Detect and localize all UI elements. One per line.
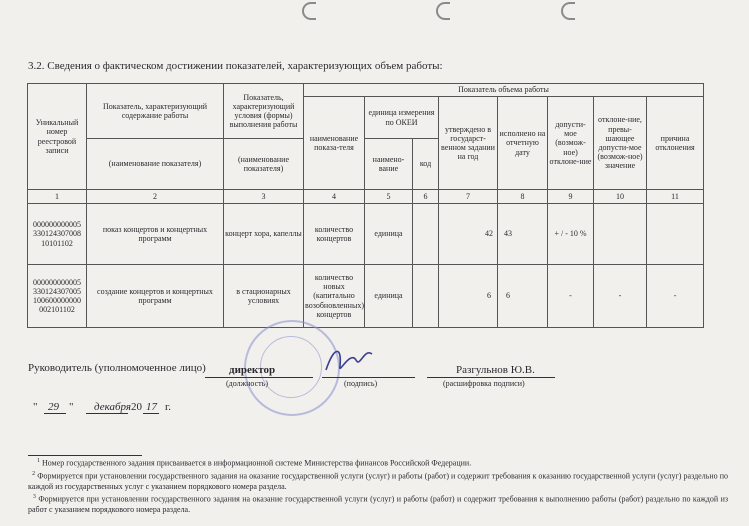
signature-caption: (подпись) — [344, 379, 378, 388]
cell-unique-number: 000000000005 330124307008 10101102 — [28, 204, 87, 265]
date-suffix: г. — [165, 401, 172, 413]
header-volume-group: Показатель объема работы — [304, 84, 704, 97]
table-row — [28, 204, 704, 265]
cell-code — [413, 204, 439, 265]
column-number: 3 — [224, 190, 304, 204]
header-indicator-name: наименование показа-теля — [304, 97, 365, 190]
column-number: 9 — [548, 190, 594, 204]
footnote: $^1$ Номер государственного задания присваивается в информационной системе Министерства финансов Российской Федерации. — [37, 458, 472, 468]
cell-allowed: + / - 10 % — [548, 204, 594, 265]
column-number: 10 — [594, 190, 647, 204]
name-value: Разгульнов Ю.В. — [456, 364, 535, 376]
date-day: 29 — [48, 401, 59, 413]
header-approved: утверждено в государст-венном задании на год — [439, 97, 498, 190]
header-conditions-indicator: Показатель, характеризующий условия (формы) выполнения работы — [224, 84, 304, 139]
column-number: 4 — [304, 190, 365, 204]
cell-approved: 42 — [439, 204, 498, 265]
binder-hole — [436, 2, 450, 20]
table-row — [28, 265, 704, 328]
column-number: 5 — [365, 190, 413, 204]
cell-conditions: в стационарных условиях — [224, 265, 304, 328]
cell-reason: - — [647, 265, 704, 328]
cell-indicator-name: количество концертов — [304, 204, 365, 265]
cell-exceeding: - — [594, 265, 647, 328]
binder-hole — [561, 2, 575, 20]
cell-conditions: концерт хора, капеллы — [224, 204, 304, 265]
header-exceeding-deviation: отклоне-ние, превы-шающее допусти-мое (возмож-ное) значение — [594, 97, 647, 190]
cell-approved: 6 — [439, 265, 498, 328]
volume-indicators-table — [27, 83, 704, 328]
cell-unit: единица — [365, 265, 413, 328]
date-quote-close: " — [69, 401, 74, 413]
date-year-prefix: 20 — [131, 401, 142, 413]
column-number: 1 — [28, 190, 87, 204]
cell-exceeding — [594, 204, 647, 265]
cell-indicator-name: количество новых (капитально возобновленных) концертов — [304, 265, 365, 328]
header-reason: причина отклонения — [647, 97, 704, 190]
position-caption: (должность) — [226, 379, 268, 388]
header-unique-number: Уникальный номер реестровой записи — [28, 84, 87, 190]
header-executed: исполнено на отчетную дату — [498, 97, 548, 190]
header-unit-group: единица измерения по ОКЕИ — [365, 97, 439, 139]
binder-hole — [302, 2, 316, 20]
cell-unique-number: 000000000005 330124307005 100600000000 002101102 — [28, 265, 87, 328]
name-caption: (расшифровка подписи) — [443, 379, 525, 388]
cell-allowed: - — [548, 265, 594, 328]
header-content-indicator: Показатель, характеризующий содержание работы — [87, 84, 224, 139]
date-year: 17 — [146, 401, 157, 413]
header-unit-code: код — [413, 139, 439, 190]
footnote: $^3$ Формируется при установлении государственного задания на оказание государственной услуги (услуг) и работы (работ) и содержит требования к выполнению работы (работ) раздельно по каждой из работ с указанием порядкового номера раздела. — [28, 494, 729, 514]
cell-content: создание концертов и концертных программ — [87, 265, 224, 328]
footnote: $^2$ Формируется при установлении государственного задания на оказание государственной услуги (услуг) и работы (работ) и содержит требования к оказанию государственной услуги (услуг) раздельно по каждой из государственных услуг с указанием порядкового номера раздела. — [28, 471, 729, 491]
cell-code — [413, 265, 439, 328]
date-month: декабря — [94, 401, 131, 413]
header-unit-name: наимено-вание — [365, 139, 413, 190]
cell-reason — [647, 204, 704, 265]
column-number: 8 — [498, 190, 548, 204]
cell-content: показ концертов и концертных программ — [87, 204, 224, 265]
column-number: 7 — [439, 190, 498, 204]
header-allowed-deviation: допусти-мое (возмож-ное) отклоне-ние — [548, 97, 594, 190]
position-value: директор — [229, 364, 276, 376]
header-content-sub: (наименование показателя) — [87, 139, 224, 190]
signature-label: Руководитель (уполномоченное лицо) — [28, 362, 206, 374]
cell-executed: 43 — [498, 204, 548, 265]
section-heading: 3.2. Сведения о фактическом достижении показателей, характеризующих объем работы: — [28, 60, 443, 72]
cell-executed: 6 — [498, 265, 548, 328]
date-quote-open: " — [33, 401, 38, 413]
handwritten-signature — [320, 340, 380, 380]
column-number: 2 — [87, 190, 224, 204]
column-number: 11 — [647, 190, 704, 204]
column-number: 6 — [413, 190, 439, 204]
cell-unit: единица — [365, 204, 413, 265]
header-conditions-sub: (наименование показателя) — [224, 139, 304, 190]
